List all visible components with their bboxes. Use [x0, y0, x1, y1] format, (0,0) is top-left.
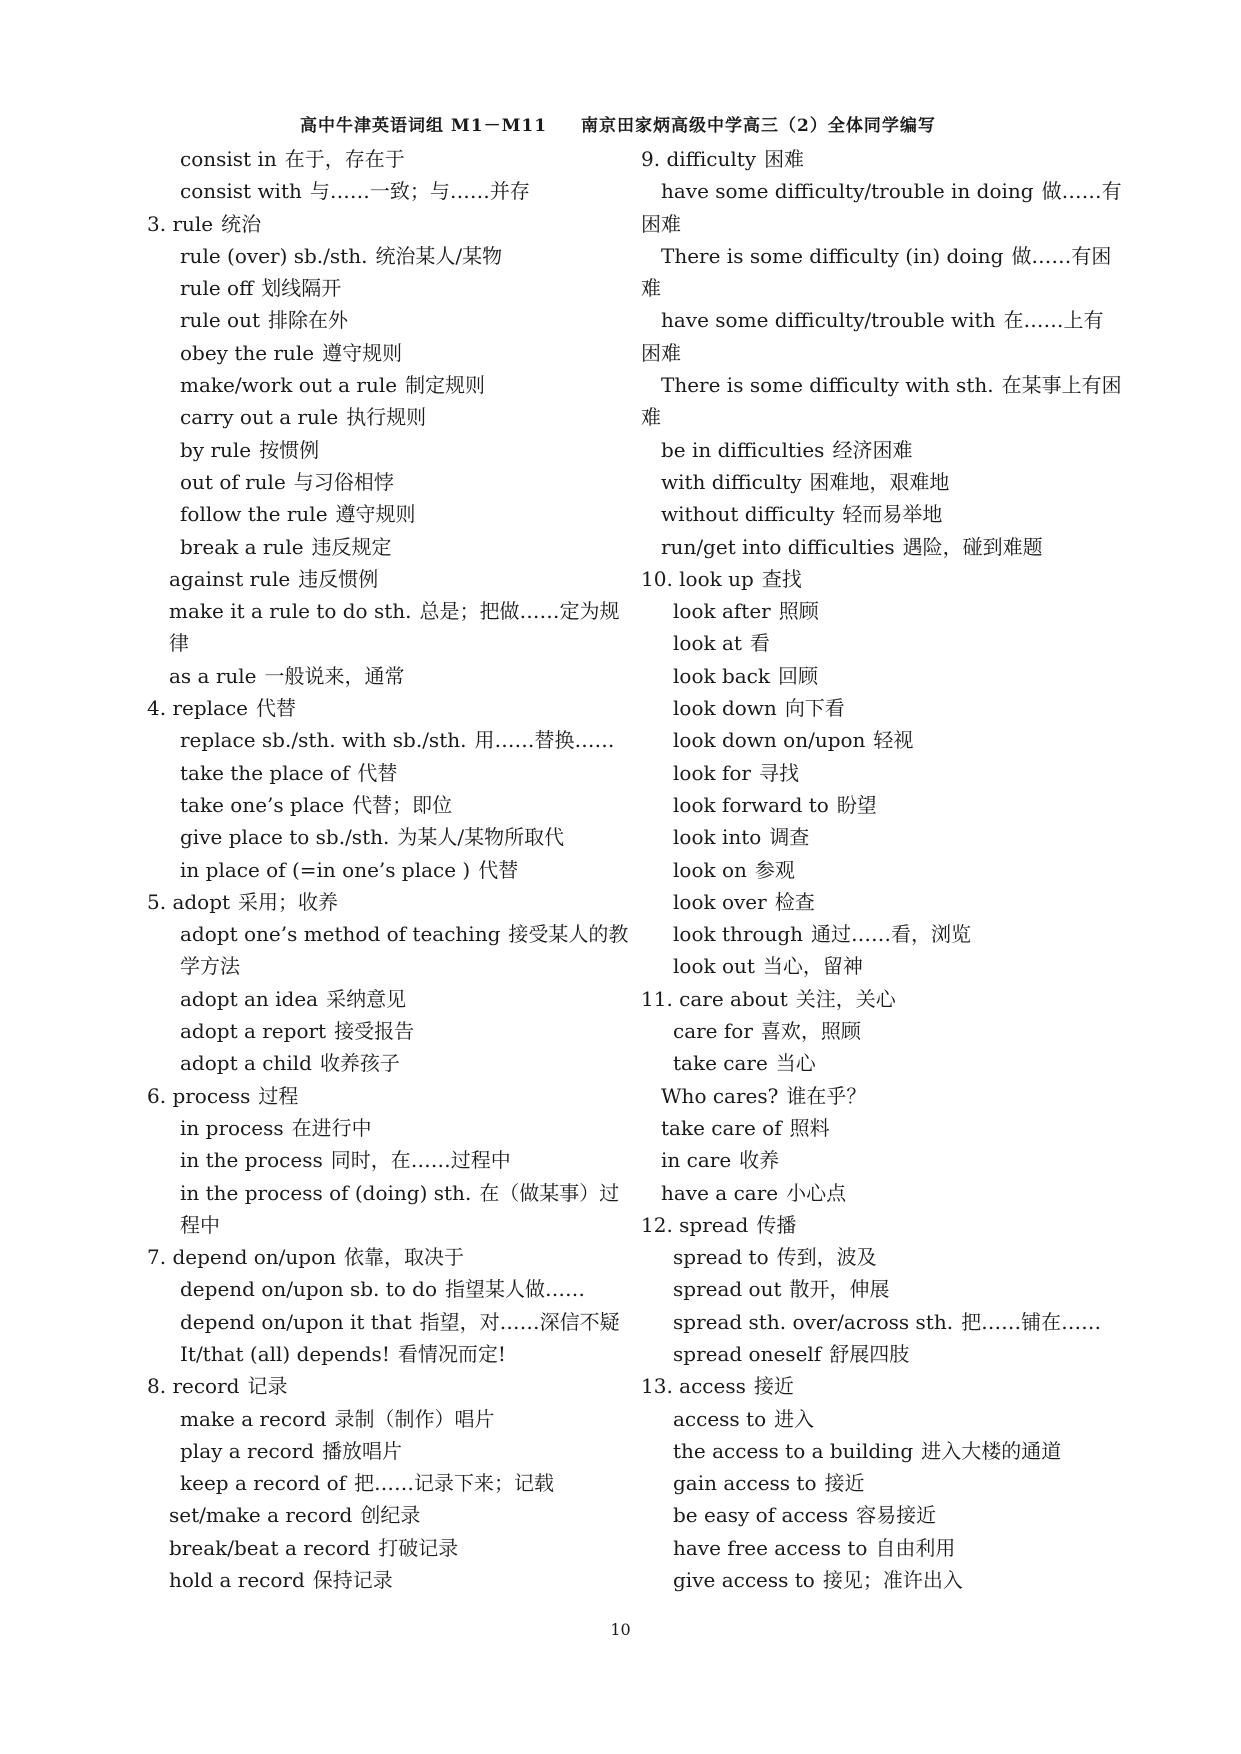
phrase-chinese: 难 [641, 276, 661, 301]
phrase-chinese: 盼望 [836, 792, 877, 817]
phrase-entry [147, 1177, 620, 1209]
phrase-english: 11. care about [641, 986, 788, 1011]
phrase-entry [147, 272, 617, 304]
phrase-entry [641, 660, 1111, 692]
phrase-english: 10. look up [641, 566, 754, 591]
phrase-chinese: 记录 [247, 1374, 288, 1399]
phrase-english: rule out [180, 308, 260, 333]
left-column [147, 143, 629, 1596]
entry-continuation [641, 272, 1111, 304]
phrase-english: set/make a record [169, 1503, 353, 1528]
phrase-chinese: 接见；准许出入 [822, 1568, 963, 1593]
phrase-english: be in difficulties [661, 437, 825, 462]
phrase-chinese: 困难 [641, 211, 681, 236]
phrase-entry [147, 1144, 617, 1176]
phrase-english: look down on/upon [673, 728, 866, 753]
phrase-entry [147, 1306, 620, 1338]
phrase-entry [147, 1532, 617, 1564]
phrase-chinese: 按惯例 [259, 437, 320, 462]
phrase-chinese: 困难 [764, 147, 805, 171]
phrase-chinese: 为某人/某物所取代 [397, 825, 565, 850]
phrase-entry [641, 466, 1111, 498]
phrase-english: depend on/upon sb. to do [180, 1277, 438, 1302]
phrase-english: run/get into difficulties [661, 534, 895, 559]
phrase-english: in the process [180, 1148, 323, 1173]
phrase-english: look out [673, 954, 755, 979]
phrase-entry [147, 1499, 617, 1531]
phrase-chinese: 做……有 [1041, 179, 1122, 204]
phrase-entry [147, 1467, 617, 1499]
phrase-entry [641, 369, 1122, 401]
phrase-chinese: 在……上有 [1003, 308, 1104, 333]
phrase-chinese: 困难 [641, 340, 681, 365]
phrase-entry [641, 1047, 1111, 1079]
phrase-chinese: 难 [641, 405, 661, 430]
phrase-chinese: 执行规则 [346, 405, 427, 430]
phrase-chinese: 接近 [753, 1374, 794, 1399]
phrase-chinese: 照料 [789, 1115, 830, 1140]
phrase-entry [641, 789, 1111, 821]
phrase-entry [641, 1144, 1111, 1176]
phrase-chinese: 在进行中 [291, 1115, 372, 1140]
phrase-chinese: 代替 [357, 760, 398, 785]
phrase-english: 12. spread [641, 1212, 749, 1237]
phrase-entry [147, 1112, 617, 1144]
phrase-entry [147, 1047, 617, 1079]
phrase-english: in place of (=in one’s place ) [180, 857, 471, 882]
phrase-english: against rule [169, 566, 291, 591]
phrase-entry [641, 1338, 1111, 1370]
phrase-chinese: 制定规则 [405, 373, 486, 398]
phrase-english: consist with [180, 179, 302, 204]
entry-heading [147, 1370, 617, 1402]
phrase-chinese: 散开，伸展 [789, 1277, 890, 1302]
phrase-english: 3. rule [147, 211, 214, 236]
phrase-english: depend on/upon it that [180, 1309, 412, 1334]
phrase-chinese: 律 [169, 631, 189, 656]
phrase-chinese: 打破记录 [378, 1535, 459, 1560]
phrase-entry [641, 627, 1111, 659]
phrase-entry [641, 692, 1111, 724]
page-number: 10 [610, 1620, 631, 1639]
phrase-chinese: 传到，波及 [776, 1245, 877, 1270]
entry-heading [641, 983, 1111, 1015]
phrase-english: take care [673, 1051, 768, 1076]
phrase-entry [147, 563, 617, 595]
phrase-english: carry out a rule [180, 405, 339, 430]
entry-heading [147, 208, 617, 240]
entry-heading [147, 692, 617, 724]
phrase-chinese: 录制（制作）唱片 [334, 1406, 495, 1431]
phrase-entry [147, 595, 620, 627]
phrase-chinese: 传播 [756, 1212, 797, 1237]
phrase-chinese: 代替 [478, 857, 519, 882]
phrase-entry [641, 1273, 1111, 1305]
phrase-chinese: 参观 [754, 857, 795, 882]
phrase-entry [147, 660, 617, 692]
phrase-chinese: 与……一致；与……并存 [309, 179, 530, 204]
phrase-chinese: 看情况而定! [397, 1341, 506, 1366]
phrase-english: give access to [673, 1568, 815, 1593]
phrase-english: take the place of [180, 760, 350, 785]
phrase-chinese: 接近 [824, 1471, 865, 1496]
phrase-english: care for [673, 1019, 753, 1044]
entry-heading [641, 563, 1111, 595]
phrase-english: Who cares? [661, 1083, 779, 1108]
phrase-chinese: 关注，关心 [795, 986, 896, 1011]
phrase-entry [641, 1241, 1111, 1273]
phrase-chinese: 小心点 [786, 1180, 847, 1205]
phrase-chinese: 在于，存在于 [284, 147, 405, 171]
phrase-english: replace sb./sth. with sb./sth. [180, 728, 467, 753]
phrase-chinese: 统治某人/某物 [375, 243, 503, 268]
phrase-chinese: 采用；收养 [238, 889, 339, 914]
phrase-english: the access to a building [673, 1438, 914, 1463]
phrase-entry [147, 369, 617, 401]
phrase-chinese: 当心 [775, 1051, 816, 1076]
phrase-entry [641, 1499, 1111, 1531]
phrase-english: 4. replace [147, 696, 248, 721]
phrase-chinese: 接受某人的教 [508, 922, 629, 947]
phrase-english: without difficulty [661, 502, 835, 527]
phrase-english: spread out [673, 1277, 782, 1302]
phrase-english: play a record [180, 1438, 315, 1463]
phrase-chinese: 调查 [769, 825, 810, 850]
phrase-english: adopt one’s method of teaching [180, 922, 501, 947]
right-column [641, 143, 1122, 1596]
phrase-entry [147, 434, 617, 466]
phrase-english: 7. depend on/upon [147, 1245, 337, 1270]
phrase-entry [641, 240, 1111, 272]
entry-continuation [147, 627, 617, 659]
phrase-entry [641, 854, 1111, 886]
phrase-english: follow the rule [180, 502, 328, 527]
phrase-english: look down [673, 696, 777, 721]
phrase-english: look forward to [673, 792, 829, 817]
phrase-english: spread sth. over/across sth. [673, 1309, 954, 1334]
entry-heading [641, 1370, 1111, 1402]
phrase-english: consist in [180, 147, 277, 171]
phrase-chinese: 播放唱片 [322, 1438, 403, 1463]
phrase-chinese: 指望，对……深信不疑 [419, 1309, 620, 1334]
phrase-english: 9. difficulty [641, 147, 757, 171]
phrase-entry [147, 983, 617, 1015]
phrase-english: hold a record [169, 1568, 305, 1593]
phrase-entry [641, 595, 1111, 627]
phrase-chinese: 遵守规则 [322, 340, 403, 365]
phrase-english: adopt a report [180, 1019, 327, 1044]
phrase-chinese: 通过……看，浏览 [811, 922, 972, 947]
phrase-entry [147, 1338, 617, 1370]
phrase-english: give place to sb./sth. [180, 825, 390, 850]
phrase-english: rule off [180, 276, 254, 301]
phrase-english: by rule [180, 437, 252, 462]
phrase-chinese: 照顾 [778, 599, 819, 624]
phrase-entry [641, 1177, 1111, 1209]
phrase-entry [147, 401, 617, 433]
phrase-english: spread to [673, 1245, 769, 1270]
phrase-english: with difficulty [661, 469, 802, 494]
phrase-chinese: 依靠，取决于 [344, 1245, 465, 1270]
phrase-entry [641, 950, 1111, 982]
entry-continuation [641, 208, 1111, 240]
phrase-chinese: 同时，在……过程中 [330, 1148, 511, 1173]
phrase-entry [147, 1273, 617, 1305]
phrase-entry [641, 434, 1111, 466]
header-title-right: 南京田家炳高级中学高三（2）全体同学编写 [581, 116, 936, 136]
phrase-chinese: 向下看 [784, 696, 845, 721]
phrase-chinese: 查找 [761, 566, 802, 591]
phrase-english: look through [673, 922, 804, 947]
phrase-chinese: 容易接近 [856, 1503, 937, 1528]
phrase-english: access to [673, 1406, 767, 1431]
phrase-entry [641, 886, 1111, 918]
phrase-entry [641, 304, 1111, 336]
phrase-chinese: 遵守规则 [335, 502, 416, 527]
phrase-english: look on [673, 857, 747, 882]
phrase-entry [147, 1015, 617, 1047]
phrase-english: look into [673, 825, 762, 850]
phrase-chinese: 做……有困 [1011, 243, 1112, 268]
phrase-chinese: 与习俗相悖 [293, 469, 394, 494]
phrase-chinese: 喜欢，照顾 [760, 1019, 861, 1044]
phrase-english: in the process of (doing) sth. [180, 1180, 472, 1205]
phrase-chinese: 谁在乎？ [786, 1083, 867, 1108]
phrase-entry [147, 950, 617, 982]
phrase-chinese: 排除在外 [268, 308, 348, 333]
phrase-entry [147, 724, 617, 756]
phrase-entry [147, 531, 617, 563]
phrase-entry [641, 1435, 1111, 1467]
phrase-english: as a rule [169, 663, 257, 688]
phrase-english: take one’s place [180, 792, 345, 817]
phrase-entry [147, 1435, 617, 1467]
phrase-english: keep a record of [180, 1471, 347, 1496]
phrase-english: have some difficulty/trouble with [661, 308, 996, 333]
phrase-chinese: 收养孩子 [319, 1051, 400, 1076]
entry-heading [641, 1209, 1111, 1241]
phrase-entry [641, 1564, 1111, 1596]
phrase-entry [147, 337, 617, 369]
phrase-chinese: 把……记录下来；记载 [354, 1471, 555, 1496]
phrase-english: have a care [661, 1180, 779, 1205]
phrase-entry [641, 1306, 1111, 1338]
phrase-chinese: 总是；把做……定为规 [419, 599, 620, 624]
phrase-english: in process [180, 1115, 284, 1140]
phrase-entry [641, 498, 1111, 530]
phrase-entry [641, 724, 1111, 756]
phrase-english: It/that (all) depends! [180, 1341, 390, 1366]
header-title-left: 高中牛津英语词组 M1－M11 [300, 116, 548, 136]
phrase-chinese: 在某事上有困 [1001, 373, 1122, 398]
phrase-english: spread oneself [673, 1341, 822, 1366]
phrase-entry [147, 1564, 617, 1596]
phrase-entry [641, 1080, 1111, 1112]
phrase-entry [641, 1112, 1111, 1144]
phrase-english: obey the rule [180, 340, 315, 365]
phrase-chinese: 回顾 [778, 663, 819, 688]
phrase-english: gain access to [673, 1471, 817, 1496]
entry-heading [147, 886, 617, 918]
phrase-english: 8. record [147, 1374, 240, 1399]
phrase-chinese: 舒展四肢 [829, 1341, 910, 1366]
phrase-entry [147, 498, 617, 530]
phrase-english: 6. process [147, 1083, 251, 1108]
phrase-chinese: 代替；即位 [352, 792, 453, 817]
phrase-entry [641, 821, 1111, 853]
phrase-chinese: 轻视 [873, 728, 914, 753]
phrase-entry [147, 757, 617, 789]
phrase-chinese: 过程 [258, 1083, 299, 1108]
phrase-entry [147, 240, 617, 272]
phrase-chinese: 轻而易举地 [842, 502, 943, 527]
phrase-chinese: 统治 [221, 211, 262, 236]
phrase-chinese: 学方法 [180, 954, 240, 979]
phrase-chinese: 违反规定 [311, 534, 392, 559]
phrase-english: 13. access [641, 1374, 746, 1399]
phrase-chinese: 划线隔开 [261, 276, 342, 301]
phrase-chinese: 程中 [180, 1212, 220, 1237]
phrase-english: be easy of access [673, 1503, 849, 1528]
entry-continuation [641, 337, 1111, 369]
phrase-english: adopt a child [180, 1051, 312, 1076]
phrase-english: look over [673, 889, 767, 914]
phrase-entry [147, 466, 617, 498]
phrase-entry [147, 304, 617, 336]
phrase-chinese: 检查 [774, 889, 815, 914]
entry-heading [641, 143, 1111, 175]
phrase-english: look after [673, 599, 771, 624]
phrase-entry [147, 918, 629, 950]
phrase-english: make it a rule to do sth. [169, 599, 412, 624]
phrase-english: look at [673, 631, 742, 656]
phrase-entry [641, 1015, 1111, 1047]
phrase-chinese: 进入大楼的通道 [921, 1438, 1062, 1463]
phrase-chinese: 收养 [739, 1148, 780, 1173]
phrase-chinese: 代替 [256, 696, 296, 721]
phrase-chinese: 经济困难 [832, 437, 913, 462]
phrase-entry [147, 1209, 617, 1241]
entry-heading [147, 1080, 617, 1112]
phrase-english: make/work out a rule [180, 373, 398, 398]
phrase-chinese: 违反惯例 [298, 566, 379, 591]
phrase-entry [147, 789, 617, 821]
phrase-chinese: 用……替换…… [474, 728, 615, 753]
phrase-chinese: 创纪录 [360, 1503, 421, 1528]
phrase-english: rule (over) sb./sth. [180, 243, 368, 268]
phrase-english: look for [673, 760, 751, 785]
entry-continuation [641, 401, 1111, 433]
phrase-entry [641, 1403, 1111, 1435]
phrase-entry [641, 757, 1111, 789]
phrase-chinese: 把……铺在…… [961, 1309, 1102, 1334]
phrase-chinese: 看 [749, 631, 770, 656]
phrase-english: break a rule [180, 534, 304, 559]
phrase-english: in care [661, 1148, 732, 1173]
phrase-chinese: 保持记录 [312, 1568, 393, 1593]
entry-heading [147, 1241, 617, 1273]
phrase-chinese: 寻找 [758, 760, 799, 785]
phrase-english: have free access to [673, 1535, 868, 1560]
phrase-chinese: 接受报告 [334, 1019, 415, 1044]
phrase-entry [147, 175, 617, 207]
phrase-english: There is some difficulty (in) doing [661, 243, 1004, 268]
phrase-chinese: 自由利用 [875, 1535, 956, 1560]
phrase-english: out of rule [180, 469, 286, 494]
phrase-entry [147, 1403, 617, 1435]
phrase-chinese: 困难地，艰难地 [809, 469, 950, 494]
phrase-entry [641, 531, 1111, 563]
phrase-entry [147, 821, 617, 853]
phrase-english: adopt an idea [180, 986, 319, 1011]
phrase-chinese: 一般说来，通常 [264, 663, 405, 688]
phrase-english: make a record [180, 1406, 327, 1431]
phrase-english: break/beat a record [169, 1535, 371, 1560]
phrase-english: look back [673, 663, 771, 688]
phrase-chinese: 进入 [774, 1406, 815, 1431]
phrase-entry [641, 918, 1111, 950]
phrase-chinese: 遇险，碰到难题 [902, 534, 1043, 559]
page-header [300, 111, 1000, 136]
phrase-english: take care of [661, 1115, 782, 1140]
phrase-english: 5. adopt [147, 889, 231, 914]
phrase-english: have some difficulty/trouble in doing [661, 179, 1034, 204]
phrase-entry [147, 854, 617, 886]
phrase-chinese: 当心，留神 [762, 954, 863, 979]
phrase-entry [641, 1532, 1111, 1564]
phrase-entry [641, 1467, 1111, 1499]
phrase-english: There is some difficulty with sth. [661, 373, 994, 398]
phrase-chinese: 指望某人做…… [445, 1277, 586, 1302]
phrase-chinese: 在（做某事）过 [479, 1180, 620, 1205]
phrase-entry [147, 143, 617, 175]
phrase-entry [641, 175, 1122, 207]
phrase-chinese: 采纳意见 [326, 986, 407, 1011]
